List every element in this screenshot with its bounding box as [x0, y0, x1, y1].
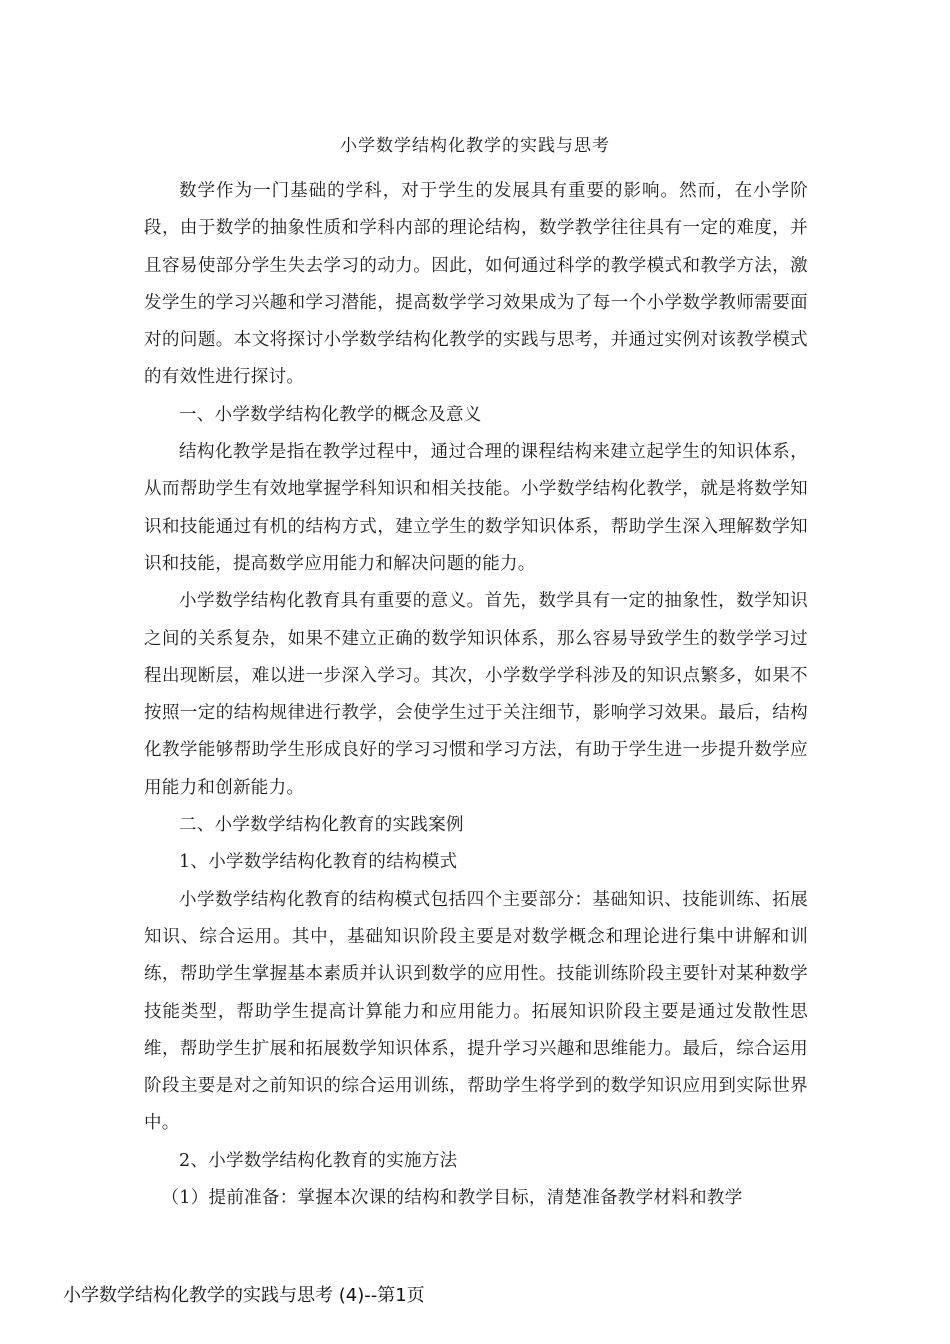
document-title: 小学数学结构化教学的实践与思考	[340, 136, 610, 156]
section-heading-2: 二、小学数学结构化教育的实践案例	[179, 815, 464, 836]
concept-paragraph: 结构化教学是指在教学过程中，通过合理的课程结构来建立起学生的知识体系，从而帮助学生有效地掌握学科知识和相关技能。小学数学结构化教学，就是将数学知识和技能通过有机的结构方式，建立学生的数学知识体系，帮助学生深入理解数学知识和技能，提高数学应用能力和解决问题的能力。	[144, 442, 808, 574]
document-body	[144, 173, 808, 1217]
subsection-heading-1: 1、小学数学结构化教育的结构模式	[179, 852, 458, 873]
section-heading-1: 一、小学数学结构化教学的概念及意义	[179, 404, 482, 425]
intro-paragraph: 数学作为一门基础的学科，对于学生的发展具有重要的影响。然而，在小学阶段，由于数学的抽象性质和学科内部的理论结构，数学教学往往具有一定的难度，并且容易使部分学生失去学习的动力。因此，如何通过科学的教学模式和教学方法，激发学生的学习兴趣和学习潜能，提高数学学习效果成为了每一个小学数学教师需要面对的问题。本文将探讨小学数学结构化教学的实践与思考，并通过实例对该教学模式的有效性进行探讨。	[144, 181, 808, 388]
page-footer: 小学数学结构化教学的实践与思考 (4)--第1页	[63, 1285, 425, 1306]
subsection-heading-2: 2、小学数学结构化教育的实施方法	[179, 1150, 458, 1171]
list-item-preparation: （1）提前准备：掌握本次课的结构和教学目标，清楚准备教学材料和教学	[161, 1188, 743, 1209]
significance-paragraph: 小学数学结构化教育具有重要的意义。首先，数学具有一定的抽象性，数学知识之间的关系复杂，如果不建立正确的数学知识体系，那么容易导致学生的数学学习过程出现断层，难以进一步深入学习。其次，小学数学学科涉及的知识点繁多，如果不按照一定的结构规律进行教学，会使学生过于关注细节，影响学习效果。最后，结构化教学能够帮助学生形成良好的学习习惯和学习方法，有助于学生进一步提升数学应用能力和创新能力。	[144, 591, 808, 798]
structure-model-paragraph: 小学数学结构化教育的结构模式包括四个主要部分：基础知识、技能训练、拓展知识、综合运用。其中，基础知识阶段主要是对数学概念和理论进行集中讲解和训练，帮助学生掌握基本素质并认识到数学的应用性。技能训练阶段主要针对某种数学技能类型，帮助学生提高计算能力和应用能力。拓展知识阶段主要是通过发散性思维，帮助学生扩展和拓展数学知识体系，提升学习兴趣和思维能力。最后，综合运用阶段主要是对之前知识的综合运用训练，帮助学生将学到的数学知识应用到实际世界中。	[144, 889, 808, 1134]
